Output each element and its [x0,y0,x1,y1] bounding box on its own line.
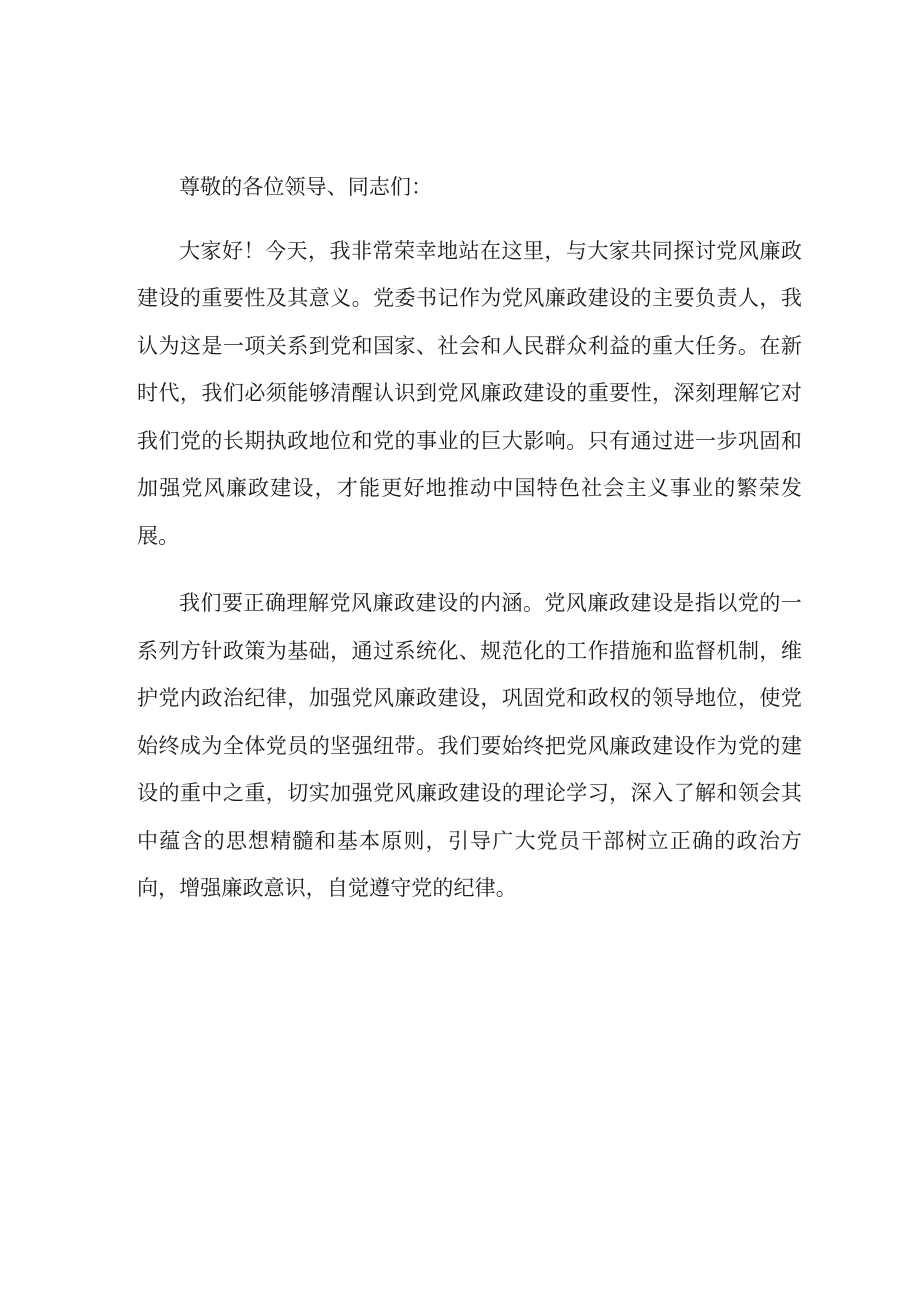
salutation: 尊敬的各位领导、同志们： [179,175,433,199]
paragraph-connotation: 我们要正确理解党风廉政建设的内涵。党风廉政建设是指以党的一系列方针政策为基础，通过系统化、规范化的工作措施和监督机制，维护党内政治纪律，加强党风廉政建设，巩固党和政权的领导地位，使党始终成为全体党员的坚强纽带。我们要始终把党风廉政建设作为党的建设的重中之重，切实加强党风廉政建设的理论学习，深入了解和领会其中蕴含的思想精髓和基本原则，引导广大党员干部树立正确的政治方向，增强廉政意识，自觉遵守党的纪律。 [137,591,802,900]
paragraph-greeting: 大家好！今天，我非常荣幸地站在这里，与大家共同探讨党风廉政建设的重要性及其意义。党委书记作为党风廉政建设的主要负责人，我认为这是一项关系到党和国家、社会和人民群众利益的重大任务。在新时代，我们必须能够清醒认识到党风廉政建设的重要性，深刻理解它对我们党的长期执政地位和党的事业的巨大影响。只有通过进一步巩固和加强党风廉政建设，才能更好地推动中国特色社会主义事业的繁荣发展。 [137,238,802,548]
document-body [137,164,802,933]
